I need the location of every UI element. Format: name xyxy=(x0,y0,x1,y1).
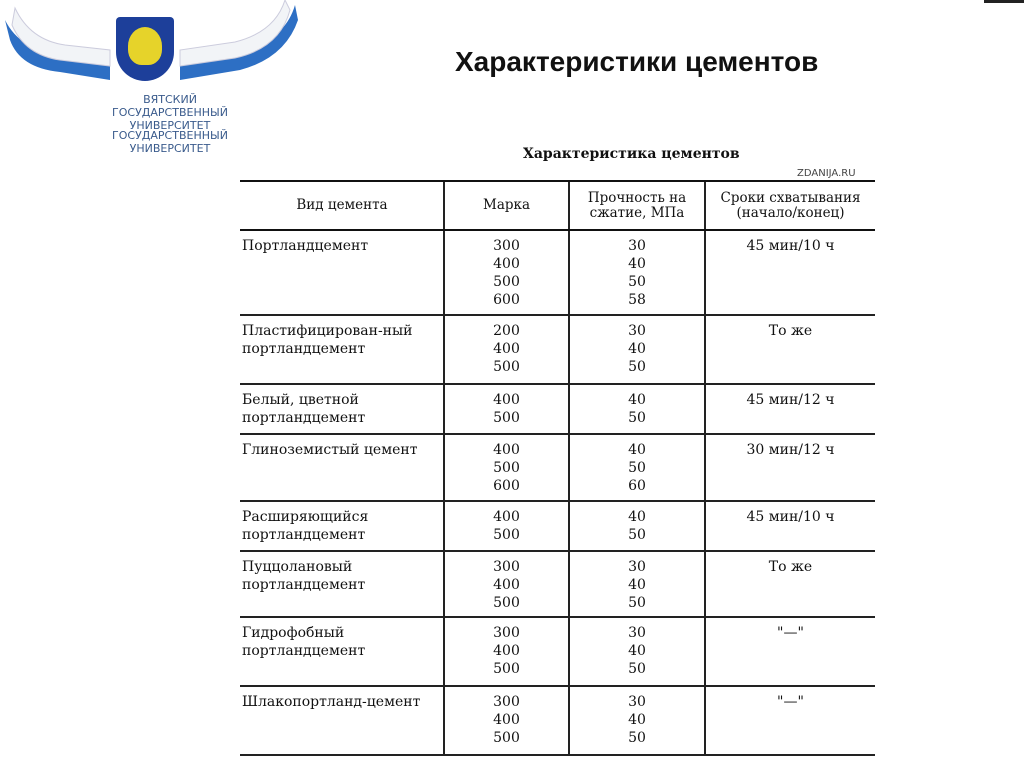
strength-value: 30 xyxy=(628,559,646,575)
grade-value: 200 xyxy=(493,323,520,339)
setting-time-cell xyxy=(705,315,875,384)
cement-type: Глиноземистый цемент xyxy=(242,442,418,458)
header-type: Вид цемента xyxy=(240,181,444,230)
strength-cell xyxy=(569,434,705,501)
grade-value: 500 xyxy=(493,274,520,290)
setting-time-cell xyxy=(705,501,875,551)
cement-type-cell xyxy=(240,434,444,501)
strength-value: 30 xyxy=(628,238,646,254)
grade-value: 500 xyxy=(493,410,520,426)
grade-cell xyxy=(444,617,569,686)
university-crest-logo xyxy=(116,17,174,81)
cement-type: Пуццолановый портландцемент xyxy=(242,559,366,593)
setting-time-cell xyxy=(705,551,875,617)
table-row xyxy=(240,434,875,501)
table-row xyxy=(240,384,875,434)
setting-time: 45 мин/12 ч xyxy=(746,392,835,408)
setting-time-cell xyxy=(705,230,875,315)
setting-time-cell xyxy=(705,434,875,501)
strength-value: 40 xyxy=(628,256,646,272)
strength-cell xyxy=(569,551,705,617)
grade-value: 300 xyxy=(493,559,520,575)
watermark: ZDANIJA.RU xyxy=(797,168,856,179)
grade-value: 300 xyxy=(493,238,520,254)
strength-value: 50 xyxy=(628,460,646,476)
table-row xyxy=(240,230,875,315)
grade-value: 500 xyxy=(493,527,520,543)
table-caption: Характеристика цементов xyxy=(523,146,740,162)
corner-line xyxy=(984,0,1024,17)
setting-time: 45 мин/10 ч xyxy=(746,238,835,254)
strength-cell xyxy=(569,230,705,315)
strength-value: 50 xyxy=(628,527,646,543)
grade-value: 500 xyxy=(493,595,520,611)
strength-value: 58 xyxy=(628,292,646,308)
setting-time: 45 мин/10 ч xyxy=(746,509,835,525)
setting-time: То же xyxy=(768,559,813,575)
cement-table xyxy=(240,180,875,756)
table-row xyxy=(240,617,875,686)
owl-emblem-icon xyxy=(128,27,162,65)
university-name-logo: ВЯТСКИЙ ГОСУДАРСТВЕННЫЙ УНИВЕРСИТЕТ xyxy=(112,93,228,132)
grade-value: 400 xyxy=(493,577,520,593)
strength-value: 50 xyxy=(628,730,646,746)
grade-value: 400 xyxy=(493,256,520,272)
setting-time: То же xyxy=(768,323,813,339)
grade-cell xyxy=(444,434,569,501)
strength-value: 60 xyxy=(628,478,646,494)
table-header xyxy=(240,181,875,230)
grade-value: 400 xyxy=(493,643,520,659)
table-row xyxy=(240,501,875,551)
strength-value: 50 xyxy=(628,274,646,290)
strength-value: 40 xyxy=(628,392,646,408)
grade-value: 400 xyxy=(493,712,520,728)
grade-value: 500 xyxy=(493,460,520,476)
strength-cell xyxy=(569,501,705,551)
grade-value: 300 xyxy=(493,694,520,710)
grade-value: 400 xyxy=(493,341,520,357)
strength-cell xyxy=(569,384,705,434)
grade-value: 600 xyxy=(493,478,520,494)
university-name-logo-duplicate: ГОСУДАРСТВЕННЫЙ УНИВЕРСИТЕТ xyxy=(112,129,228,155)
strength-cell xyxy=(569,617,705,686)
strength-value: 30 xyxy=(628,625,646,641)
setting-time-cell xyxy=(705,686,875,755)
table-row xyxy=(240,315,875,384)
strength-value: 50 xyxy=(628,359,646,375)
strength-value: 50 xyxy=(628,595,646,611)
grade-cell xyxy=(444,315,569,384)
cement-type-cell xyxy=(240,384,444,434)
grade-value: 500 xyxy=(493,661,520,677)
cement-type: Гидрофобный портландцемент xyxy=(242,625,366,659)
grade-value: 500 xyxy=(493,730,520,746)
cement-type: Портландцемент xyxy=(242,238,369,254)
setting-time-cell xyxy=(705,617,875,686)
strength-value: 40 xyxy=(628,577,646,593)
strength-value: 40 xyxy=(628,509,646,525)
setting-time-cell xyxy=(705,384,875,434)
header-setting: Сроки схватывания (начало/конец) xyxy=(705,181,875,230)
cement-type-cell xyxy=(240,686,444,755)
grade-value: 500 xyxy=(493,359,520,375)
grade-cell xyxy=(444,686,569,755)
grade-cell xyxy=(444,551,569,617)
cement-type-cell xyxy=(240,617,444,686)
cement-type-cell xyxy=(240,315,444,384)
strength-value: 40 xyxy=(628,442,646,458)
strength-value: 50 xyxy=(628,661,646,677)
slide-title: Характеристики цементов xyxy=(455,46,819,77)
grade-value: 400 xyxy=(493,442,520,458)
setting-time: "—" xyxy=(777,694,804,710)
grade-cell xyxy=(444,501,569,551)
cement-type: Расширяющийся портландцемент xyxy=(242,509,369,543)
grade-value: 400 xyxy=(493,392,520,408)
strength-value: 30 xyxy=(628,323,646,339)
table-row xyxy=(240,551,875,617)
cement-type: Пластифицирован-ный портландцемент xyxy=(242,323,413,357)
setting-time: "—" xyxy=(777,625,804,641)
grade-value: 300 xyxy=(493,625,520,641)
strength-value: 40 xyxy=(628,341,646,357)
grade-cell xyxy=(444,384,569,434)
strength-value: 50 xyxy=(628,410,646,426)
cement-type: Шлакопортланд-цемент xyxy=(242,694,421,710)
cement-type-cell xyxy=(240,230,444,315)
strength-value: 40 xyxy=(628,712,646,728)
strength-value: 30 xyxy=(628,694,646,710)
strength-cell xyxy=(569,315,705,384)
grade-value: 600 xyxy=(493,292,520,308)
strength-cell xyxy=(569,686,705,755)
strength-value: 40 xyxy=(628,643,646,659)
grade-cell xyxy=(444,230,569,315)
cement-type: Белый, цветной портландцемент xyxy=(242,392,366,426)
cement-type-cell xyxy=(240,501,444,551)
grade-value: 400 xyxy=(493,509,520,525)
setting-time: 30 мин/12 ч xyxy=(746,442,835,458)
header-strength: Прочность на сжатие, МПа xyxy=(569,181,705,230)
table-row xyxy=(240,686,875,755)
cement-type-cell xyxy=(240,551,444,617)
header-grade: Марка xyxy=(444,181,569,230)
